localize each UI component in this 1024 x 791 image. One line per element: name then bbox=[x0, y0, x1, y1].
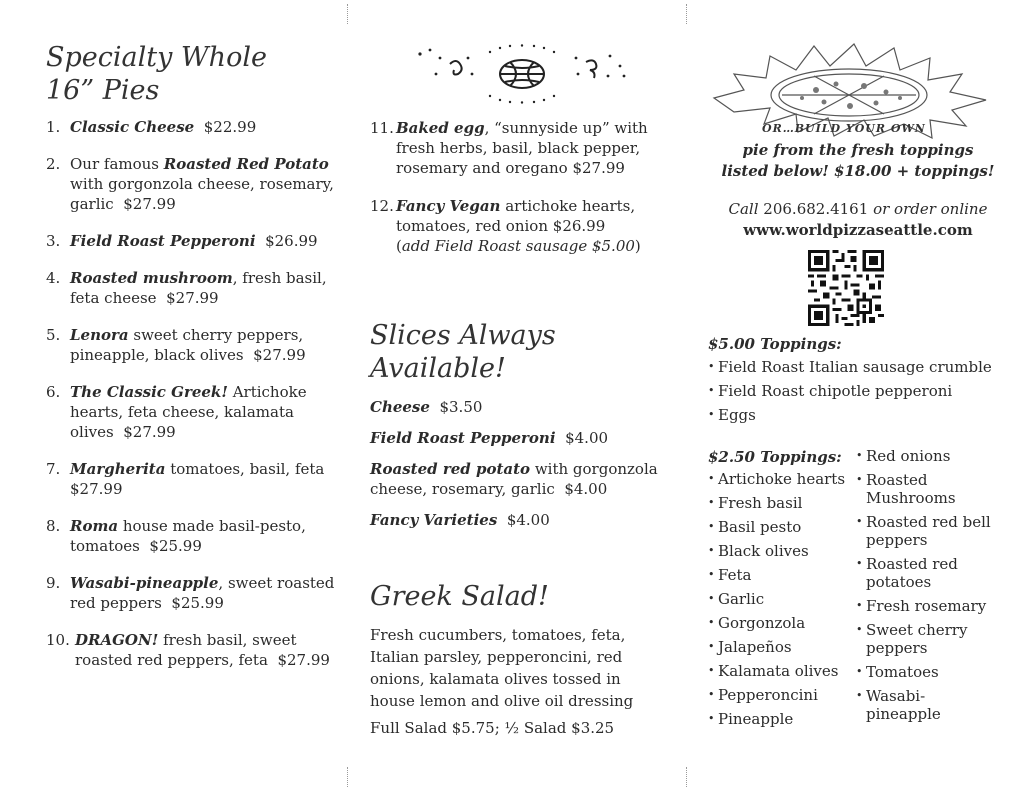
pie-price: $27.99 bbox=[572, 159, 625, 177]
slice-item bbox=[370, 397, 670, 417]
slice-price: $3.50 bbox=[439, 398, 483, 416]
pie-number: 6. bbox=[46, 383, 61, 401]
topping-item: • Fresh rosemary bbox=[856, 597, 996, 615]
topping-item: • Fresh basil bbox=[708, 494, 858, 512]
toppings-25-list-col1 bbox=[708, 470, 858, 728]
toppings-25-heading: $2.50 Toppings: bbox=[708, 448, 842, 466]
topping-item: • Gorgonzola bbox=[708, 614, 858, 632]
pie-description: , sweet roasted red peppers bbox=[70, 574, 335, 612]
salad-section bbox=[370, 624, 670, 739]
topping-item: • Pepperoncini bbox=[708, 686, 858, 704]
slice-description: with gorgonzola cheese, rosemary, garlic bbox=[370, 460, 658, 498]
topping-item: • Garlic bbox=[708, 590, 858, 608]
pie-name: Field Roast Pepperoni bbox=[70, 232, 256, 250]
toppings-5-list bbox=[708, 357, 1008, 425]
pie-description: house made basil-pesto, tomatoes bbox=[70, 517, 306, 555]
slice-item bbox=[370, 428, 670, 448]
pie-price: $27.99 bbox=[253, 346, 306, 364]
pie-description: , “sunnyside up” with fresh herbs, basil, black pepper, rosemary and oregano bbox=[396, 119, 648, 177]
phone-number[interactable]: 206.682.4161 bbox=[763, 200, 869, 218]
pie-description: , fresh basil, feta cheese bbox=[70, 269, 327, 307]
salad-title: Greek Salad! bbox=[370, 581, 549, 612]
pie-number: 2. bbox=[46, 155, 61, 173]
topping-item: • Field Roast Italian sausage crumble bbox=[708, 357, 1008, 377]
topping-item: • Roasted red potatoes bbox=[856, 555, 996, 591]
toppings-25-section bbox=[708, 447, 858, 734]
world-pizza-globe-logo bbox=[410, 44, 634, 104]
pie-price: $26.99 bbox=[265, 232, 318, 250]
slice-name: Field Roast Pepperoni bbox=[370, 429, 556, 447]
pie-number: 10. bbox=[46, 631, 70, 649]
topping-item: • Wasabi-pineapple bbox=[856, 687, 996, 723]
slice-name: Fancy Varieties bbox=[370, 511, 498, 529]
pie-price: $27.99 bbox=[123, 423, 176, 441]
pie-price: $27.99 bbox=[70, 480, 123, 498]
pie-price: $27.99 bbox=[166, 289, 219, 307]
topping-item: • Black olives bbox=[708, 542, 858, 560]
fold-mark-top-left bbox=[347, 4, 348, 24]
build-your-own-text: pie from the fresh toppings listed below! $18.00 + toppings! bbox=[721, 141, 995, 180]
pie-add-on-text: add Field Roast sausage $5.00 bbox=[401, 237, 635, 255]
pie-description: artichoke hearts, tomatoes, red onion bbox=[396, 197, 636, 235]
pie-number: 4. bbox=[46, 269, 61, 287]
topping-item: • Red onions bbox=[856, 447, 996, 465]
pie-list bbox=[46, 117, 346, 687]
topping-item: • Artichoke hearts bbox=[708, 470, 858, 488]
pie-name: Roma bbox=[70, 517, 119, 535]
pie-price: $22.99 bbox=[203, 118, 257, 136]
topping-item: • Jalapeños bbox=[708, 638, 858, 656]
topping-item: • Roasted red bell peppers bbox=[856, 513, 996, 549]
toppings-25-section-col2 bbox=[856, 447, 996, 729]
pie-price: $25.99 bbox=[171, 594, 224, 612]
pie-name: DRAGON! bbox=[75, 631, 159, 649]
pie-intro: Our famous bbox=[70, 155, 164, 173]
salad-price: Full Salad $5.75; ½ Salad $3.25 bbox=[370, 719, 615, 737]
pie-number: 9. bbox=[46, 574, 61, 592]
pie-item bbox=[46, 516, 346, 556]
pie-item bbox=[46, 268, 346, 308]
specialty-title: Specialty Whole 16” Pies bbox=[46, 42, 267, 106]
pie-number: 12. bbox=[370, 197, 394, 215]
topping-item: • Feta bbox=[708, 566, 858, 584]
phone-line: Call 206.682.4161 or order online bbox=[728, 200, 988, 218]
pie-item bbox=[46, 117, 346, 137]
pie-item bbox=[46, 630, 346, 670]
pie-item bbox=[46, 573, 346, 613]
pie-price: $25.99 bbox=[149, 537, 202, 555]
slice-name: Cheese bbox=[370, 398, 430, 416]
pie-name: Lenora bbox=[70, 326, 129, 344]
pie-item bbox=[46, 231, 346, 251]
pie-price: $26.99 bbox=[552, 217, 606, 235]
pie-item bbox=[370, 118, 670, 178]
slice-item bbox=[370, 510, 670, 530]
pie-number: 3. bbox=[46, 232, 61, 250]
pie-name: The Classic Greek! bbox=[70, 383, 228, 401]
pie-description: Artichoke hearts, feta cheese, kalamata olives bbox=[70, 383, 307, 441]
pie-description: sweet cherry peppers, pineapple, black olives bbox=[70, 326, 304, 364]
pie-name: Margherita bbox=[70, 460, 166, 478]
pie-price: $27.99 bbox=[123, 195, 176, 213]
toppings-5-heading: $5.00 Toppings: bbox=[708, 335, 842, 353]
pie-item bbox=[370, 196, 670, 256]
topping-item: • Basil pesto bbox=[708, 518, 858, 536]
pie-item bbox=[46, 325, 346, 365]
slice-price: $4.00 bbox=[506, 511, 550, 529]
pie-number: 8. bbox=[46, 517, 61, 535]
slice-price: $4.00 bbox=[565, 429, 609, 447]
slices-list bbox=[370, 397, 670, 541]
pie-name: Classic Cheese bbox=[70, 118, 195, 136]
topping-item: • Tomatoes bbox=[856, 663, 996, 681]
slice-item bbox=[370, 459, 670, 499]
website-link[interactable]: www.worldpizzaseattle.com bbox=[743, 221, 973, 239]
salad-description: Fresh cucumbers, tomatoes, feta, Italian parsley, pepperoncini, red onions, kalamata olives tossed in house lemon and olive oil dressing bbox=[370, 626, 634, 710]
fold-mark-bottom-left bbox=[347, 767, 348, 787]
pie-item bbox=[46, 382, 346, 442]
contact-info bbox=[708, 199, 1008, 241]
topping-item: • Roasted Mushrooms bbox=[856, 471, 996, 507]
pie-add-on-note: (add Field Roast sausage $5.00) bbox=[396, 237, 641, 255]
pie-number: 11. bbox=[370, 119, 394, 137]
pie-list-continued bbox=[370, 118, 670, 274]
slice-name: Roasted red potato bbox=[370, 460, 531, 478]
pie-price: $27.99 bbox=[277, 651, 330, 669]
toppings-25-list-col2 bbox=[856, 447, 996, 723]
fold-mark-top-right bbox=[686, 4, 687, 24]
pie-description: fresh basil, sweet roasted red peppers, feta bbox=[75, 631, 297, 669]
pie-item bbox=[46, 154, 346, 214]
slices-title: Slices Always Available! bbox=[370, 320, 556, 384]
pie-name: Fancy Vegan bbox=[396, 197, 501, 215]
pie-description: with gorgonzola cheese, rosemary, garlic bbox=[70, 175, 334, 213]
qr-code[interactable] bbox=[808, 250, 884, 326]
build-your-own-caption: OR…BUILD YOUR OWN bbox=[762, 122, 926, 135]
pie-name: Wasabi-pineapple bbox=[70, 574, 219, 592]
pie-number: 1. bbox=[46, 118, 61, 136]
toppings-5-section bbox=[708, 334, 1008, 429]
topping-item: • Kalamata olives bbox=[708, 662, 858, 680]
topping-item: • Field Roast chipotle pepperoni bbox=[708, 381, 1008, 401]
pie-description: tomatoes, basil, feta bbox=[165, 460, 325, 478]
slice-price: $4.00 bbox=[564, 480, 608, 498]
pie-name: Baked egg bbox=[396, 119, 485, 137]
pie-number: 5. bbox=[46, 326, 61, 344]
topping-item: • Sweet cherry peppers bbox=[856, 621, 996, 657]
pie-item bbox=[46, 459, 346, 499]
topping-item: • Eggs bbox=[708, 405, 1008, 425]
topping-item: • Pineapple bbox=[708, 710, 858, 728]
pie-name: Roasted Red Potato bbox=[163, 155, 329, 173]
fold-mark-bottom-right bbox=[686, 767, 687, 787]
pie-name: Roasted mushroom bbox=[70, 269, 233, 287]
pie-number: 7. bbox=[46, 460, 61, 478]
